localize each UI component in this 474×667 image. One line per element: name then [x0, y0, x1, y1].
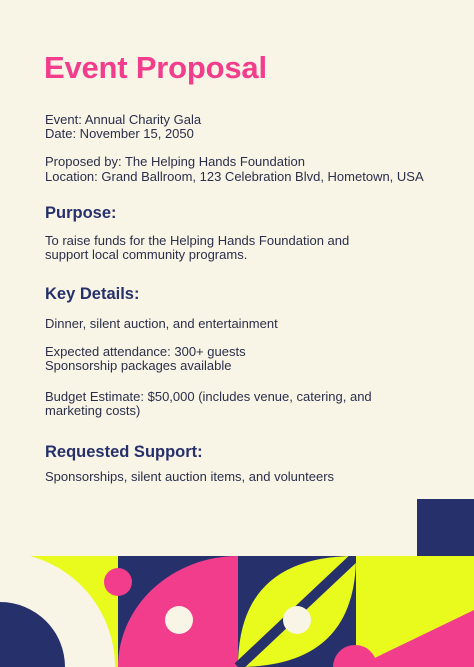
- key-detail-budget-line-2: marketing costs): [45, 403, 141, 418]
- purpose-heading: Purpose:: [45, 204, 117, 222]
- purpose-text-line-2: support local community programs.: [45, 247, 248, 262]
- requested-support-text: Sponsorships, silent auction items, and volunteers: [45, 469, 335, 484]
- cream-dot-right: [283, 606, 311, 634]
- event-date-line: Date: November 15, 2050: [45, 126, 194, 141]
- purpose-text-line-1: To raise funds for the Helping Hands Foundation and: [45, 233, 350, 248]
- key-details-heading: Key Details:: [45, 285, 140, 303]
- key-detail-budget-line-1: Budget Estimate: $50,000 (includes venue, catering, and: [45, 389, 372, 404]
- requested-support-heading: Requested Support:: [45, 443, 203, 461]
- pink-dot: [104, 568, 132, 596]
- event-name-line: Event: Annual Charity Gala: [45, 112, 202, 127]
- location-line: Location: Grand Ballroom, 123 Celebration Blvd, Hometown, USA: [45, 169, 424, 184]
- key-detail-entertainment: Dinner, silent auction, and entertainment: [45, 316, 278, 331]
- navy-block-shape: [417, 499, 474, 556]
- proposed-by-line: Proposed by: The Helping Hands Foundation: [45, 154, 305, 169]
- document-title: Event Proposal: [44, 50, 267, 85]
- cream-dot-left: [165, 606, 193, 634]
- key-detail-sponsorship: Sponsorship packages available: [45, 358, 232, 373]
- key-detail-attendance: Expected attendance: 300+ guests: [45, 344, 246, 359]
